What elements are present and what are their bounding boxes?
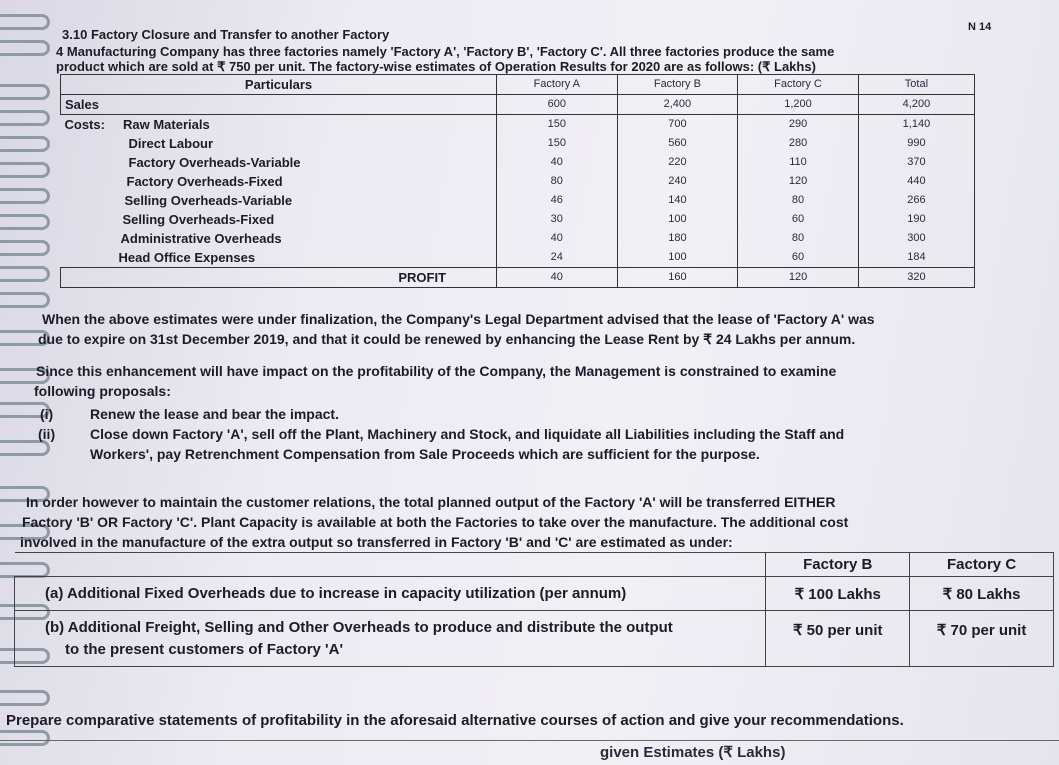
paragraph-transfer-line-2: Factory 'B' OR Factory 'C'. Plant Capacity is available at both the Factories to take over the manufacture. The additional cost	[22, 514, 849, 530]
cell: 320	[858, 268, 974, 288]
table-row	[61, 191, 975, 210]
cell: 30	[497, 210, 618, 229]
cell: 150	[497, 134, 618, 153]
row-label: Selling Overheads-Variable	[124, 193, 293, 208]
table-row	[61, 248, 975, 268]
cell: 220	[617, 153, 738, 172]
cell: 280	[738, 134, 859, 153]
cell: 120	[738, 268, 859, 288]
cell: 80	[738, 191, 859, 210]
proposal-1-number: (i)	[40, 406, 54, 422]
table-row	[61, 210, 975, 229]
cell: ₹ 70 per unit	[910, 611, 1054, 667]
cell: 560	[617, 134, 738, 153]
col-header-factory-a: Factory A	[497, 75, 618, 95]
cell: 4,200	[858, 95, 974, 115]
cell: 100	[617, 248, 738, 268]
table-row	[61, 115, 975, 135]
row-label: Costs: Raw Materials	[64, 117, 210, 132]
col-header-total: Total	[858, 75, 974, 95]
table-row	[61, 172, 975, 191]
table-row	[61, 95, 975, 115]
proposal-2-text: Close down Factory 'A', sell off the Plant, Machinery and Stock, and liquidate all Liabilities including the Staff and	[90, 426, 845, 442]
table-row	[61, 153, 975, 172]
cell: 80	[738, 229, 859, 248]
cell: 110	[738, 153, 859, 172]
paragraph-transfer-line-1: In order however to maintain the customer relations, the total planned output of the Factory 'A' will be transferred EITHER	[26, 494, 836, 510]
paragraph-lease-line-1: When the above estimates were under finalization, the Company's Legal Department advised that the lease of 'Factory A' was	[42, 311, 875, 327]
cell: 150	[497, 115, 618, 135]
cell: 266	[858, 191, 974, 210]
cell: 2,400	[617, 95, 738, 115]
table-row	[61, 134, 975, 153]
row-label: Sales	[65, 97, 99, 112]
cell: 46	[497, 191, 618, 210]
additional-cost-table	[14, 552, 1054, 667]
cell: 24	[497, 248, 618, 268]
col-header-particulars: Particulars	[244, 77, 313, 92]
cell: 40	[497, 229, 618, 248]
cell: 1,200	[738, 95, 859, 115]
table-header-row	[61, 75, 975, 95]
table-header-row	[15, 553, 1054, 577]
cell: 240	[617, 172, 738, 191]
footer-partial-heading: given Estimates (₹ Lakhs)	[600, 744, 786, 761]
profit-label: PROFIT	[398, 270, 447, 285]
problem-heading: 3.10 Factory Closure and Transfer to another Factory	[62, 27, 390, 42]
proposal-1-text: Renew the lease and bear the impact.	[90, 406, 339, 422]
cell: 40	[497, 153, 618, 172]
row-label: Direct Labour	[128, 136, 214, 151]
cell: 184	[858, 248, 974, 268]
cell: 190	[858, 210, 974, 229]
cell: ₹ 80 Lakhs	[910, 577, 1054, 611]
cell: 40	[497, 268, 618, 288]
cell: 100	[617, 210, 738, 229]
cell: 290	[738, 115, 859, 135]
col-header-factory-b: Factory B	[617, 75, 738, 95]
cell: 160	[617, 268, 738, 288]
cell: ₹ 50 per unit	[766, 611, 910, 667]
cell: 990	[858, 134, 974, 153]
cell: 180	[617, 229, 738, 248]
proposal-2-text-cont: Workers', pay Retrenchment Compensation from Sale Proceeds which are sufficient for the purpose.	[90, 446, 760, 462]
row-label: Factory Overheads-Variable	[128, 155, 301, 170]
row-label: Administrative Overheads	[120, 231, 282, 246]
table-row	[61, 229, 975, 248]
row-label: (b) Additional Freight, Selling and Other Overheads to produce and distribute the output to the present customers of Factory 'A'	[15, 611, 766, 667]
cell: 440	[858, 172, 974, 191]
cell: 700	[617, 115, 738, 135]
col-header-factory-c: Factory C	[738, 75, 859, 95]
intro-line-2: product which are sold at ₹ 750 per unit. The factory-wise estimates of Operation Results for 2020 are as follows: (₹ Lakhs)	[56, 59, 816, 74]
col-header-factory-b: Factory B	[766, 553, 910, 577]
cell: 370	[858, 153, 974, 172]
proposal-2-number: (ii)	[38, 426, 56, 442]
cell: 60	[738, 210, 859, 229]
cell: 1,140	[858, 115, 974, 135]
page-reference: N 14	[968, 21, 992, 33]
cell: 600	[497, 95, 618, 115]
cell: 120	[738, 172, 859, 191]
table-row	[15, 577, 1054, 611]
row-label: Selling Overheads-Fixed	[122, 212, 275, 227]
cell: ₹ 100 Lakhs	[766, 577, 910, 611]
question-instruction: Prepare comparative statements of profitability in the aforesaid alternative courses of action and give your recommendations.	[6, 712, 904, 729]
divider	[0, 740, 1059, 741]
estimates-table	[60, 74, 975, 288]
row-label: Head Office Expenses	[118, 250, 256, 265]
row-label: Factory Overheads-Fixed	[126, 174, 283, 189]
intro-line-1: 4 Manufacturing Company has three factories namely 'Factory A', 'Factory B', 'Factory C'. All three factories produce the same	[56, 44, 835, 59]
row-label: (a) Additional Fixed Overheads due to increase in capacity utilization (per annum)	[15, 577, 766, 611]
paragraph-proposals-line-2: following proposals:	[34, 383, 171, 399]
table-row	[15, 611, 1054, 667]
cell: 140	[617, 191, 738, 210]
profit-row	[61, 268, 975, 288]
cell: 300	[858, 229, 974, 248]
cell: 80	[497, 172, 618, 191]
paragraph-lease-line-2: due to expire on 31st December 2019, and that it could be renewed by enhancing the Lease Rent by ₹ 24 Lakhs per annum.	[38, 331, 856, 347]
paragraph-proposals-line-1: Since this enhancement will have impact on the profitability of the Company, the Management is constrained to examine	[36, 363, 837, 379]
paragraph-transfer-line-3: involved in the manufacture of the extra output so transferred in Factory 'B' and 'C' are estimated as under:	[20, 534, 733, 550]
col-header-factory-c: Factory C	[910, 553, 1054, 577]
cell: 60	[738, 248, 859, 268]
